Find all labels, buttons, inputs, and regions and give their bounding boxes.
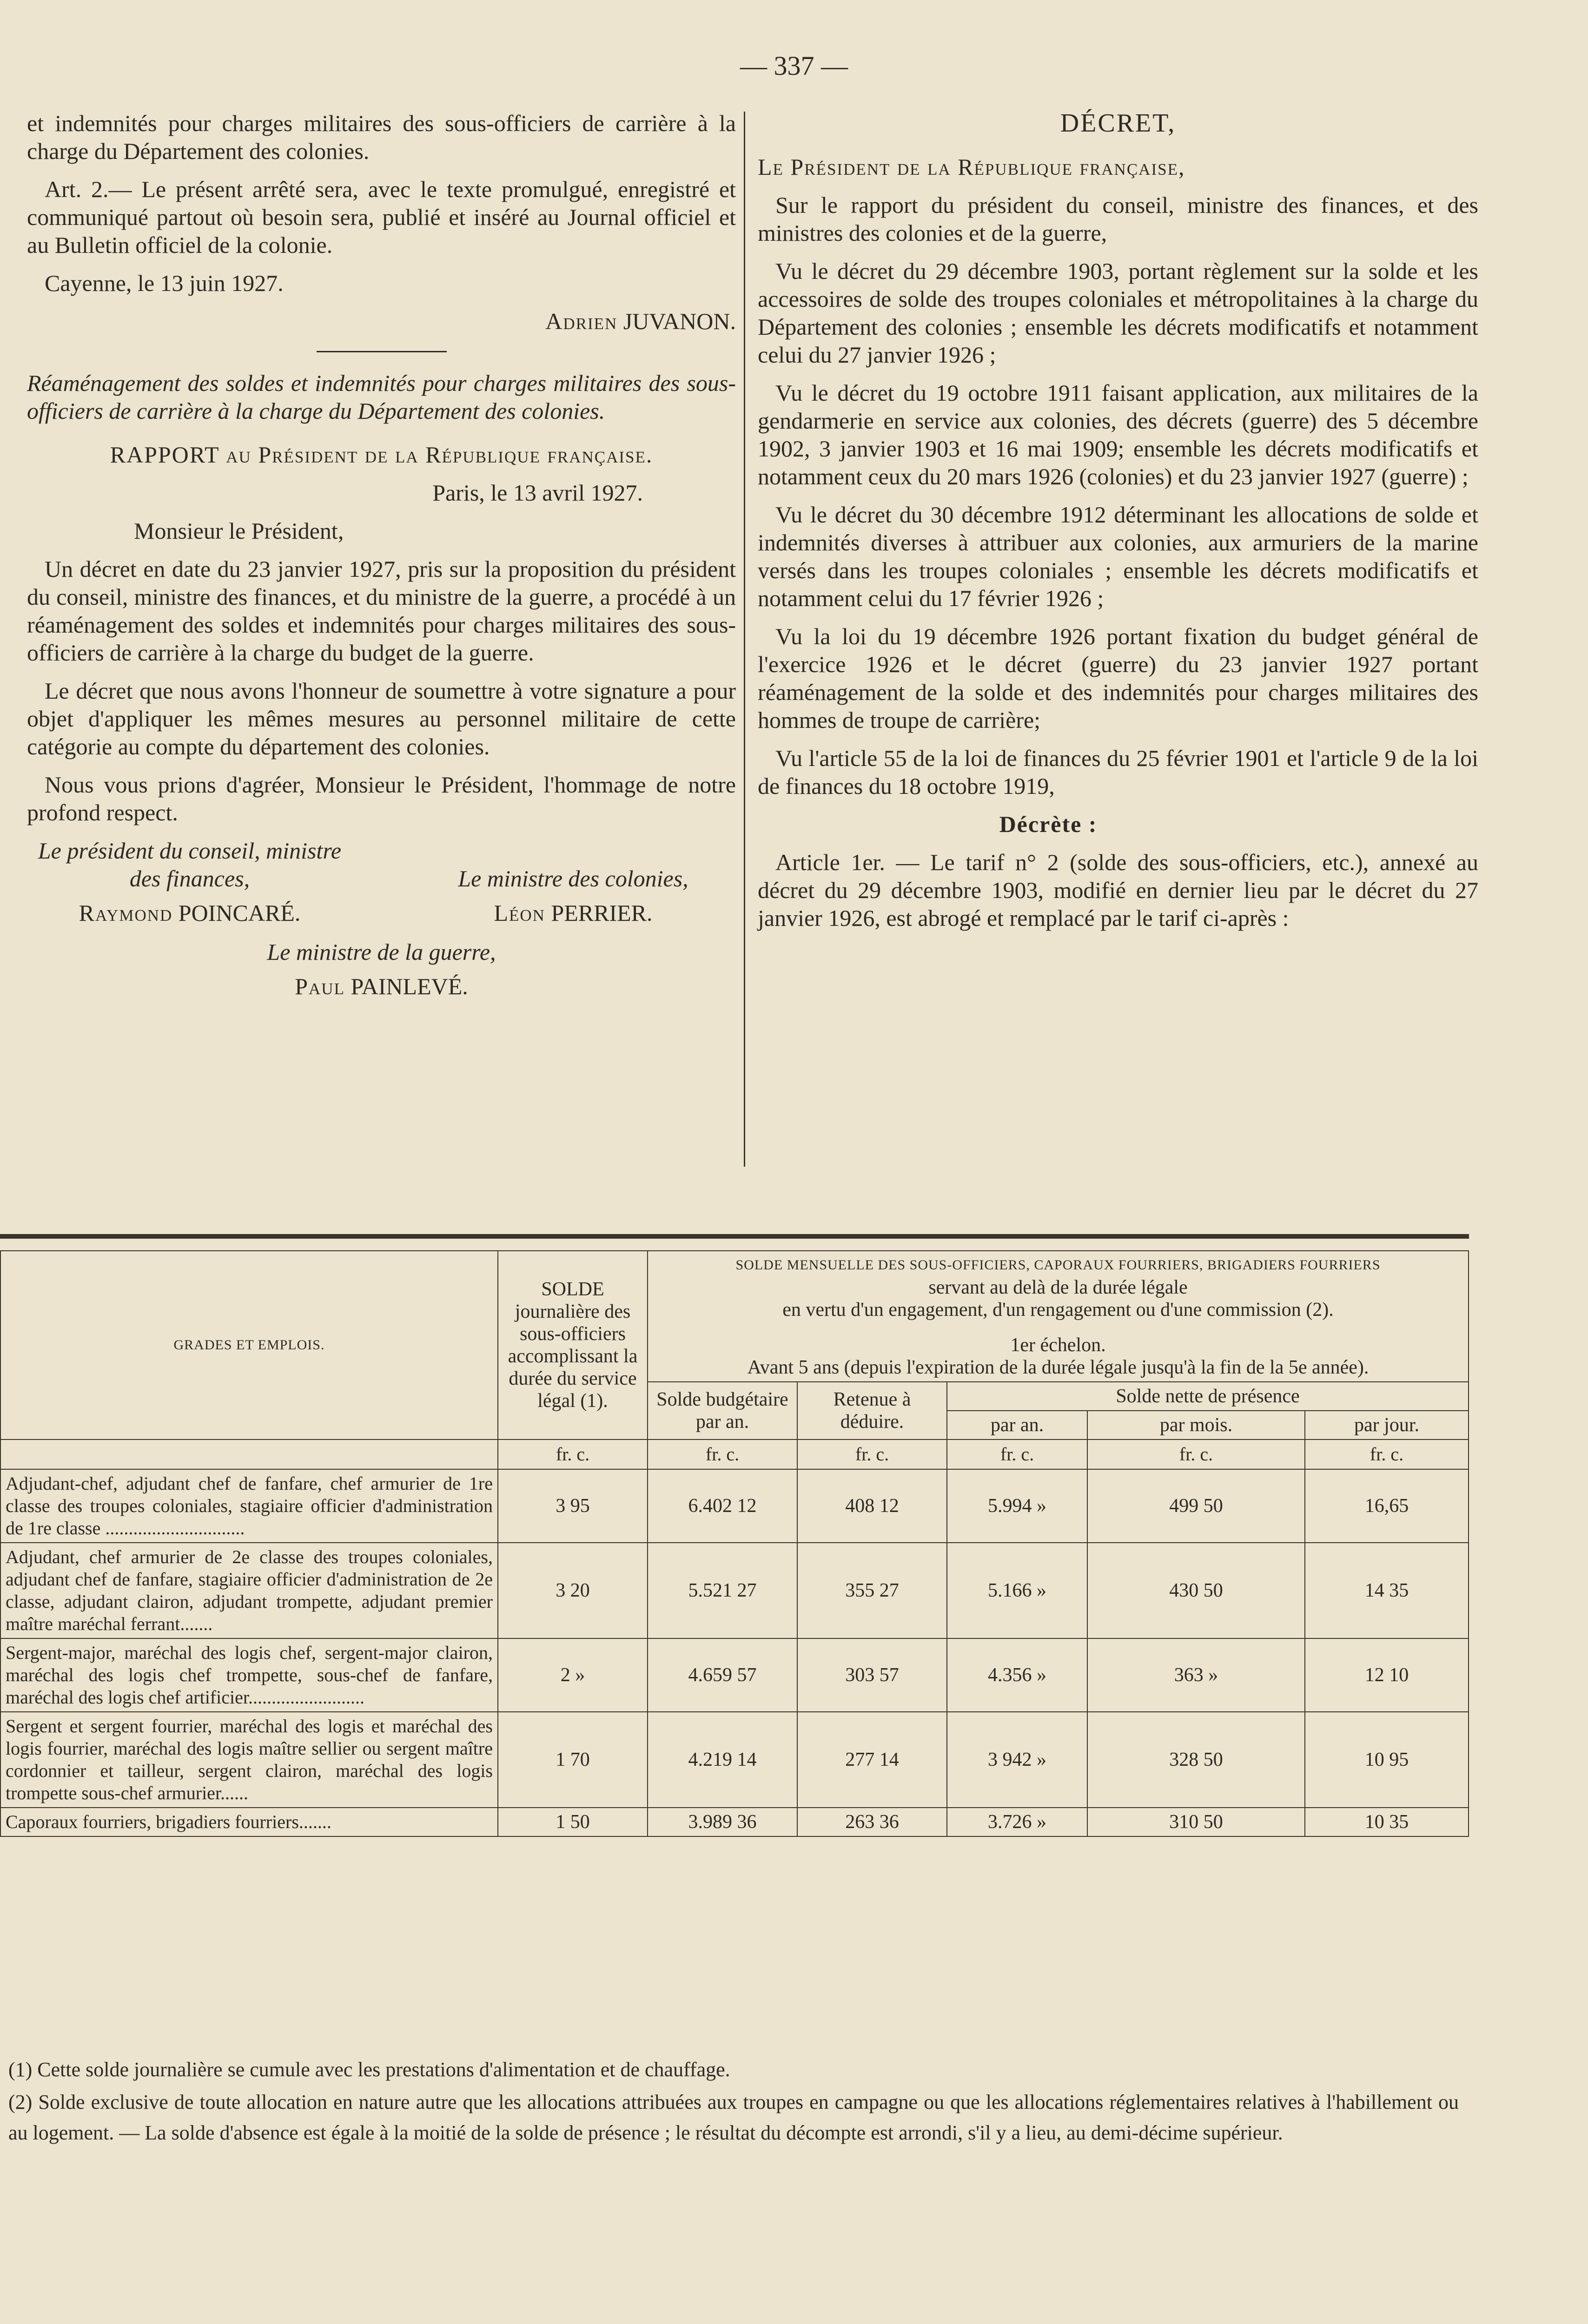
budget-pay-cell: 4.219 14 (648, 1712, 797, 1808)
table-row (0, 1638, 1469, 1712)
per-month-cell: 363 » (1087, 1638, 1305, 1712)
header-per-month: par mois. (1087, 1411, 1305, 1439)
unit-cell: fr. c. (797, 1439, 947, 1469)
header-daily-pay: SOLDE journalière des sous-officiers accomplissant la durée du service légal (1). (498, 1251, 648, 1439)
page-number: — 337 — (740, 51, 848, 81)
per-day-cell: 10 35 (1305, 1808, 1469, 1836)
table-row (0, 1469, 1469, 1543)
decree-title: DÉCRET, (1060, 109, 1176, 138)
section-heading: Réaménagement des soldes et indemnités pour charges militaires des sous-officiers de carrière à la charge du Département des colonies. (27, 370, 736, 424)
header-net-pay: Solde nette de présence (947, 1382, 1469, 1411)
decree-whereas-4: Vu le décret du 30 décembre 1912 déterminant les allocations de solde et indemnités diverses à attribuer aux colonies, aux armuriers de la marine versés dans les troupes coloniales ; ensemble les décrets modificatifs et notamment celui du 17 février 1926 ; (758, 502, 1478, 611)
table-row (0, 1712, 1469, 1808)
deduction-cell: 263 36 (797, 1808, 947, 1836)
decree-whereas-1: Sur le rapport du président du conseil, ministre des finances, et des ministres des colonies et de la guerre, (758, 192, 1478, 246)
report-title: RAPPORT au Président de la République française. (110, 442, 653, 468)
header-per-year: par an. (947, 1411, 1087, 1439)
daily-pay-cell: 2 » (498, 1638, 648, 1712)
unit-cell: fr. c. (648, 1439, 797, 1469)
header-monthly-line-1: SOLDE MENSUELLE DES SOUS-OFFICIERS, CAPORAUX FOURRIERS, BRIGADIERS FOURRIERS (735, 1257, 1381, 1273)
header-monthly-line-2: servant au delà de la durée légale (928, 1277, 1188, 1298)
daily-pay-cell: 3 20 (498, 1543, 648, 1638)
signature-1-title: Le président du conseil, ministre des finances, (38, 838, 342, 891)
pay-table (0, 1250, 1469, 1837)
header-deduction: Retenue à déduire. (797, 1382, 947, 1439)
signature-3-first-name: Paul (295, 973, 345, 999)
footnote-2: (2) Solde exclusive de toute allocation en nature autre que les allocations attribuées aux troupes en campagne ou que les allocations réglementaires relatives à l'habillement ou au logement. — La solde d'absence est égale à la moitié de la solde de présence ; le résultat du décompte est arrondi, s'il y a lieu, au demi-décime supérieur. (8, 2091, 1459, 2144)
salutation: Monsieur le Président, (134, 518, 344, 544)
units-cell-grades (0, 1439, 498, 1469)
per-day-cell: 12 10 (1305, 1638, 1469, 1712)
signature-1-first-name: Raymond (79, 900, 173, 926)
decree-whereas-6: Vu l'article 55 de la loi de finances du 25 février 1901 et l'article 9 de la loi de finances du 18 octobre 1919, (758, 745, 1478, 799)
header-budget-pay: Solde budgétaire par an. (648, 1382, 797, 1439)
per-month-cell: 328 50 (1087, 1712, 1305, 1808)
grade-cell: Sergent et sergent fourrier, maréchal des logis et maréchal des logis fourrier, maréchal des logis maître sellier ou sergent maître cordonnier et tailleur, sergent clairon, maréchal des logis trompette sous-chef armurier...... (0, 1712, 498, 1808)
per-year-cell: 5.994 » (947, 1469, 1087, 1543)
governor-signature (27, 307, 736, 335)
budget-pay-cell: 3.989 36 (648, 1808, 797, 1836)
grade-cell: Sergent-major, maréchal des logis chef, sergent-major clairon, maréchal des logis chef trompette, sous-chef de fanfare, maréchal des logis chef artificier......................... (0, 1638, 498, 1712)
report-paragraph-2: Le décret que nous avons l'honneur de soumettre à votre signature a pour objet d'appliquer les mêmes mesures au personnel militaire de cette catégorie au compte du département des colonies. (27, 678, 736, 759)
footnotes (8, 2054, 1459, 2150)
article-2: Art. 2.— Le présent arrêté sera, avec le texte promulgué, enregistré et communiqué partout où besoin sera, publié et inséré au Journal officiel et au Bulletin officiel de la colonie. (27, 176, 736, 258)
per-year-cell: 3 942 » (947, 1712, 1087, 1808)
grade-cell: Adjudant, chef armurier de 2e classe des troupes coloniales, adjudant chef de fanfare, stagiaire officier d'administration de 2e classe, adjudant clairon, adjudant trompette, adjudant premier maître maréchal ferrant....... (0, 1543, 498, 1638)
report-paragraph-3: Nous vous prions d'agréer, Monsieur le Président, l'hommage de notre profond respect. (27, 772, 736, 825)
report-date: Paris, le 13 avril 1927. (432, 480, 643, 506)
report-paragraph-1: Un décret en date du 23 janvier 1927, pris sur la proposition du président du conseil, ministre des finances, et du ministre de la guerre, a procédé à un réaménagement des soldes et indemnités pour charges militaires des sous-officiers de carrière à la charge du budget de la guerre. (27, 556, 736, 666)
unit-cell: fr. c. (498, 1439, 648, 1469)
column-separator (744, 112, 745, 1167)
unit-cell: fr. c. (947, 1439, 1087, 1469)
decree-decrete: Décrète : (999, 811, 1098, 837)
header-before-5-years: Avant 5 ans (depuis l'expiration de la durée légale jusqu'à la fin de la 5e année). (747, 1357, 1369, 1378)
decree-whereas-3: Vu le décret du 19 octobre 1911 faisant application, aux militaires de la gendarmerie en service aux colonies, des décrets (guerre) des 5 décembre 1902, 3 janvier 1903 et 16 mai 1909; ensemble les décrets modificatifs et notamment ceux du 20 mars 1926 (colonies) et du 23 janvier 1927 (guerre) ; (758, 380, 1478, 489)
budget-pay-cell: 5.521 27 (648, 1543, 797, 1638)
signature-3-last-name: PAINLEVÉ. (351, 973, 468, 999)
signatures-block (27, 837, 736, 1000)
per-day-cell: 16,65 (1305, 1469, 1469, 1543)
units-row (0, 1439, 1469, 1469)
daily-pay-cell: 1 70 (498, 1712, 648, 1808)
signature-1-last-name: POINCARÉ. (178, 900, 301, 926)
unit-cell: fr. c. (1305, 1439, 1469, 1469)
header-per-day: par jour. (1305, 1411, 1469, 1439)
signer-first-name: Adrien (545, 308, 618, 334)
signature-3-title: Le ministre de la guerre, (267, 939, 496, 965)
deduction-cell: 277 14 (797, 1712, 947, 1808)
separator-rule (317, 351, 447, 352)
per-month-cell: 310 50 (1087, 1808, 1305, 1836)
grade-cell: Adjudant-chef, adjudant chef de fanfare, chef armurier de 1re classe des troupes coloniales, stagiaire officier d'administration de 1re classe .............................. (0, 1469, 498, 1543)
deduction-cell: 303 57 (797, 1638, 947, 1712)
signing-date: Cayenne, le 13 juin 1927. (45, 270, 284, 296)
budget-pay-cell: 6.402 12 (648, 1469, 797, 1543)
per-year-cell: 5.166 » (947, 1543, 1087, 1638)
deduction-cell: 408 12 (797, 1469, 947, 1543)
table-row (0, 1543, 1469, 1638)
header-monthly-line-3: en vertu d'un engagement, d'un rengagement ou d'une commission (2). (782, 1299, 1334, 1320)
signer-last-name: JUVANON. (623, 308, 736, 334)
table-top-rule (0, 1234, 1469, 1239)
header-grades: GRADES ET EMPLOIS. (0, 1251, 498, 1439)
per-year-cell: 4.356 » (947, 1638, 1087, 1712)
signature-2-first-name: Léon (494, 900, 545, 926)
decree-article-1: Article 1er. — Le tarif n° 2 (solde des sous-officiers, etc.), annexé au décret du 29 décembre 1903, modifié en dernier lieu par le décret du 27 janvier 1926, est abrogé et remplacé par le tarif ci-après : (758, 849, 1478, 931)
signature-2-title: Le ministre des colonies, (458, 865, 688, 891)
per-day-cell: 10 95 (1305, 1712, 1469, 1808)
right-column (758, 109, 1478, 942)
daily-pay-cell: 1 50 (498, 1808, 648, 1836)
per-month-cell: 499 50 (1087, 1469, 1305, 1543)
left-paragraph-1: et indemnités pour charges militaires des sous-officiers de carrière à la charge du Département des colonies. (27, 110, 736, 164)
header-monthly-pay (648, 1251, 1469, 1382)
unit-cell: fr. c. (1087, 1439, 1305, 1469)
per-day-cell: 14 35 (1305, 1543, 1469, 1638)
grade-cell: Caporaux fourriers, brigadiers fourriers....... (0, 1808, 498, 1836)
budget-pay-cell: 4.659 57 (648, 1638, 797, 1712)
table-row (0, 1808, 1469, 1836)
footnote-1: (1) Cette solde journalière se cumule avec les prestations d'alimentation et de chauffage. (8, 2058, 730, 2081)
per-month-cell: 430 50 (1087, 1543, 1305, 1638)
deduction-cell: 355 27 (797, 1543, 947, 1638)
per-year-cell: 3.726 » (947, 1808, 1087, 1836)
decree-whereas-2: Vu le décret du 29 décembre 1903, portant règlement sur la solde et les accessoires de solde des troupes coloniales et métropolitaines à la charge du Département des colonies ; ensemble les décrets modificatifs et notamment celui du 27 janvier 1926 ; (758, 258, 1478, 368)
daily-pay-cell: 3 95 (498, 1469, 648, 1543)
decree-whereas-5: Vu la loi du 19 décembre 1926 portant fixation du budget général de l'exercice 1926 et le décret (guerre) du 23 janvier 1927 portant réaménagement de la solde et des indemnités pour charges militaires des hommes de troupe de carrière; (758, 623, 1478, 733)
left-column (27, 109, 736, 1000)
decree-president: Le Président de la République française, (758, 154, 1185, 180)
signature-2-last-name: PERRIER. (551, 900, 653, 926)
header-echelon: 1er échelon. (1010, 1334, 1106, 1356)
